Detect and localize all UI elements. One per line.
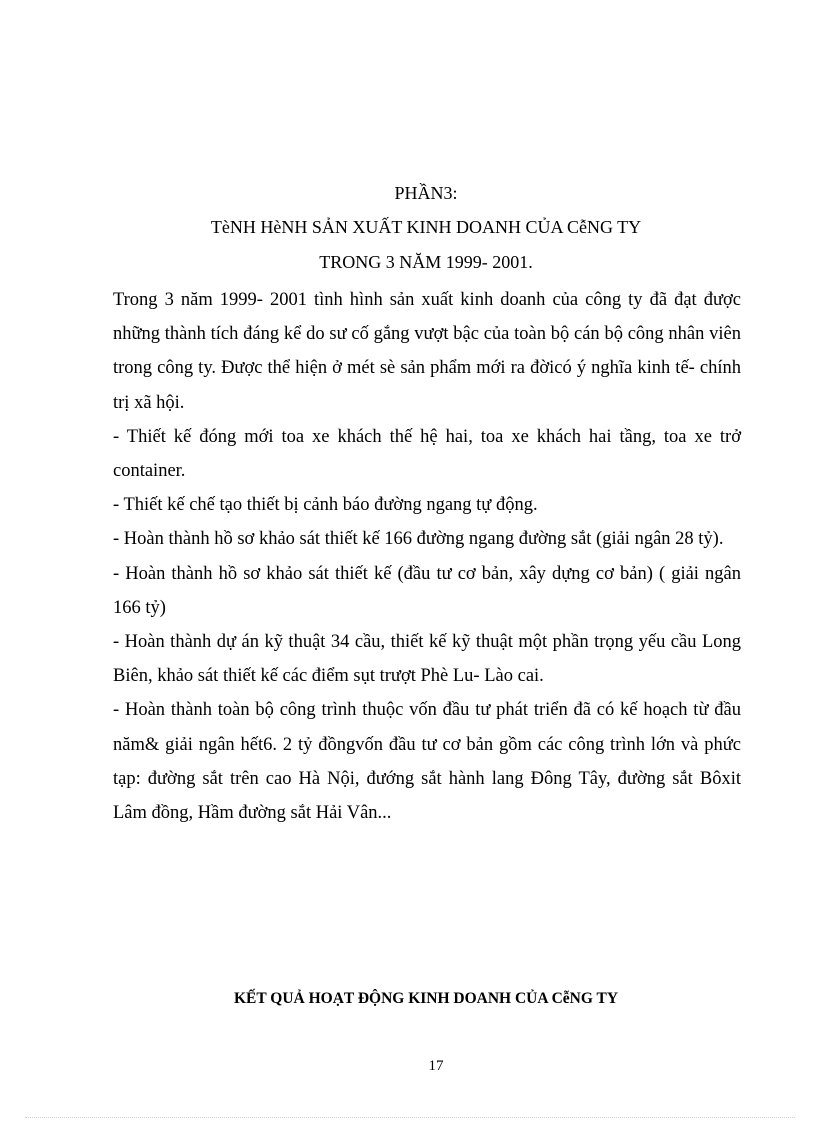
page-number: 17 (428, 1058, 444, 1074)
results-section-title: KẾT QUẢ HOẠT ĐỘNG KINH DOANH CỦA CễNG TY (233, 990, 619, 1007)
section-title: TèNH HèNH SẢN XUẤT KINH DOANH CỦA CễNG TY (210, 217, 642, 237)
intro-paragraph: Trong 3 năm 1999- 2001 tình hình sản xuất kinh doanh của công ty đã đạt được những thành tích đáng kể do sư cố gắng vượt bậc của toàn bộ cán bộ công nhân viên trong công ty. Được thể hiện ở mét sè sản phẩm mới ra đờicó ý nghĩa kinh tế- chính trị xã hội. (113, 290, 741, 413)
section-part-label: PHẦN3: (394, 183, 458, 203)
body-text (113, 283, 741, 830)
bullet-paragraph: - Hoàn thành dự án kỹ thuật 34 cầu, thiết kế kỹ thuật một phần trọng yếu cầu Long Biên, khảo sát thiết kế các điểm sụt trượt Phè Lu- Lào cai. (113, 632, 741, 687)
section-period: TRONG 3 NĂM 1999- 2001. (319, 252, 533, 272)
bullet-paragraph: - Hoàn thành toàn bộ công trình thuộc vốn đầu tư phát triển đã có kế hoạch từ đầu năm& giải ngân hết6. 2 tỷ đồngvốn đầu tư cơ bản gồm các công trình lớn và phức tạp: đường sắt trên cao Hà Nội, đướng sắt hành lang Đông Tây, đường sắt Bôxit Lâm đồng, Hầm đường sắt Hải Vân... (113, 700, 741, 824)
page-bottom-divider (25, 1117, 795, 1118)
bullet-paragraph: - Thiết kế đóng mới toa xe khách thế hệ hai, toa xe khách hai tầng, toa xe trở container. (113, 426, 741, 482)
bullet-paragraph: - Thiết kế chế tạo thiết bị cảnh báo đường ngang tự động. (113, 495, 538, 516)
bullet-paragraph: - Hoàn thành hồ sơ khảo sát thiết kế 166 đường ngang đường sắt (giải ngân 28 tỷ). (113, 529, 724, 550)
bullet-paragraph: - Hoàn thành hồ sơ khảo sát thiết kế (đầu tư cơ bản, xây dựng cơ bản) ( giải ngân 166 tỷ) (113, 563, 741, 618)
